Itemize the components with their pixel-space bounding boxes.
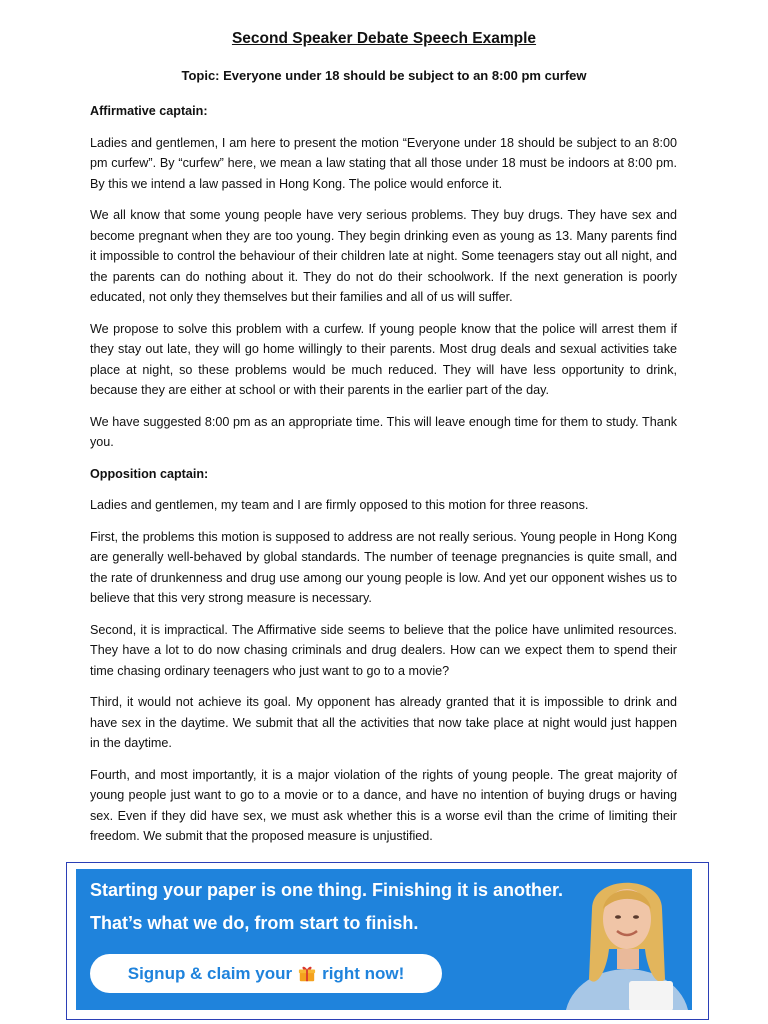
opposition-heading: Opposition captain: [90,466,209,481]
affirmative-paragraph: We all know that some young people have very serious problems. They buy drugs. They have sex and become pregnant when they are too young. They begin drinking even as young as 13. Many parents find it impossible to control the behaviour of their children late at night. Some teenagers stay out all night, and the parents can do nothing about it. They do not do their schoolwork. If the next generation is poorly educated, not only they themselves but their families and all of us will suffer. [90,208,677,304]
ad-headline: Starting your paper is one thing. Finishing it is another. [90,880,564,900]
signup-ad-banner[interactable] [76,869,692,1010]
opposition-paragraph: Ladies and gentlemen, my team and I are firmly opposed to this motion for three reasons. [90,498,589,512]
opposition-paragraph: Third, it would not achieve its goal. My opponent has already granted that it is impossible to drink and have sex in the daytime. We submit that all the activities that now take place at night would just happen in the daytime. [90,695,677,750]
affirmative-heading: Affirmative captain: [90,104,208,118]
opposition-paragraph: Second, it is impractical. The Affirmative side seems to believe that the police have unlimited resources. They have a lot to do now chasing criminals and drug dealers. How can we expect them to spend their time chasing ordinary teenagers who just want to go to a movie? [90,622,677,678]
signup-button-suffix: right now! [322,963,405,983]
affirmative-paragraph: We propose to solve this problem with a curfew. If young people know that the police will arrest them if they stay out late, they will go home willingly to their parents. Most drug deals and sexual activities take place at night, so these problems would be much reduced. They will have less opportunity to drink, because they are either at school or with their parents in the earlier part of the day. [90,321,677,397]
speech-body [90,101,677,858]
student-photo [547,869,692,1010]
signup-button[interactable] [90,954,442,993]
ad-subheadline: That’s what we do, from start to finish. [90,913,419,933]
signup-button-prefix: Signup & claim your [127,963,293,983]
affirmative-paragraph: We have suggested 8:00 pm as an appropriate time. This will leave enough time for them to study. Thank you. [90,414,677,449]
page-title: Second Speaker Debate Speech Example [231,30,537,47]
opposition-paragraph: Fourth, and most importantly, it is a major violation of the rights of young people. The great majority of young people just want to go to a movie or to a dance, and have no intention of buying drugs or having sex. Even if they did have sex, we must ask whether this is a worse evil than the crime of limiting their freedom. We submit that the proposed measure is unjustified. [90,767,677,843]
affirmative-paragraph: Ladies and gentlemen, I am here to present the motion “Everyone under 18 should be subject to an 8:00 pm curfew”. By “curfew” here, we mean a law stating that all those under 18 must be indoors at 8:00 pm. By this we intend a law passed in Hong Kong. The police would enforce it. [90,135,677,191]
debate-topic: Topic: Everyone under 18 should be subject to an 8:00 pm curfew [181,68,587,83]
gift-icon [298,965,316,983]
opposition-paragraph: First, the problems this motion is supposed to address are not really serious. Young people in Hong Kong are generally well-behaved by global standards. The number of teenage pregnancies is quite small, and the rate of drunkenness and drug use among our young people is low. And yet our opponent wishes us to believe that this very strong measure is necessary. [90,529,677,605]
